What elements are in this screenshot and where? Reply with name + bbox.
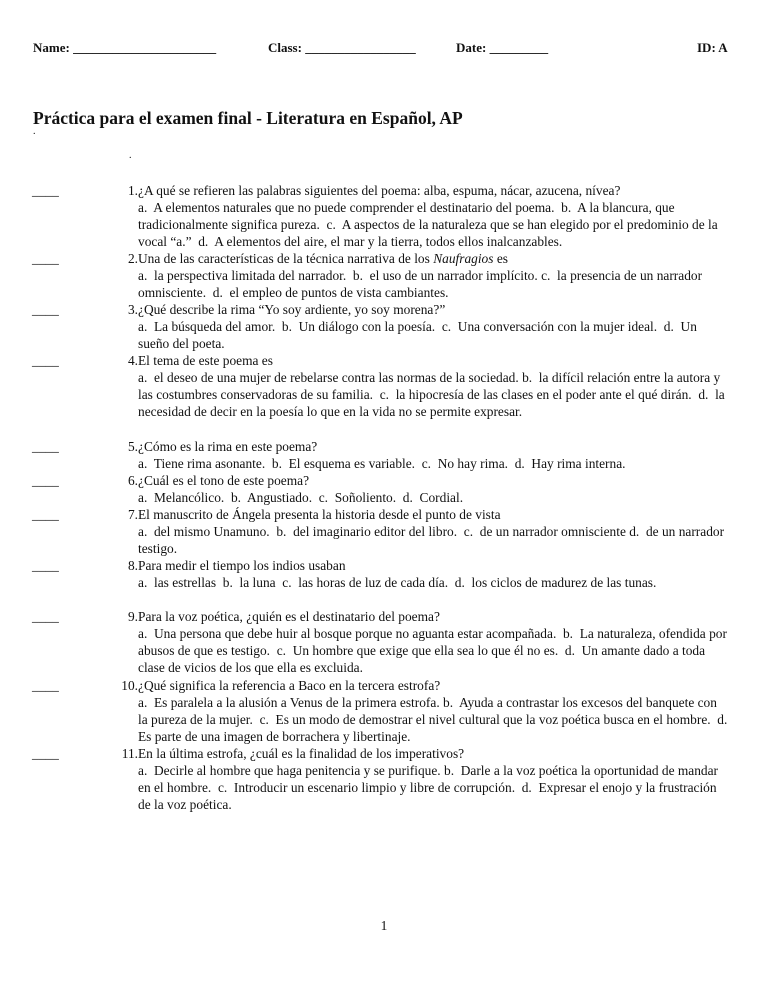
question-stem: Para la voz poética, ¿quién es el destinatario del poema? [138,609,440,624]
dot-mark: . [129,150,132,161]
class-field-label: Class: _________________ [268,40,416,55]
question-stem: ¿A qué se refieren las palabras siguientes del poema: alba, espuma, nácar, azucena, nívea? [138,183,621,198]
answer-blank[interactable]: ____ [32,507,59,522]
date-field-label: Date: _________ [456,40,549,55]
question-stem: El manuscrito de Ángela presenta la historia desde el punto de vista [138,507,501,522]
question-stem: El tema de este poema es [138,353,273,368]
question-item [32,557,732,591]
question-stem: ¿Qué describe la rima “Yo soy ardiente, yo soy morena?” [138,302,446,317]
question-number: 6. [127,473,138,488]
question-number: 8. [127,558,138,573]
answer-options: a. del mismo Unamuno. b. del imaginario editor del libro. c. de un narrador omnisciente d. de un narrador testigo. [138,524,728,556]
answer-blank[interactable]: ____ [32,678,59,693]
name-field-label: Name: ______________________ [33,40,217,55]
question-item [32,352,732,420]
question-number: 9. [127,609,138,624]
answer-blank[interactable]: ____ [32,609,59,624]
answer-options: a. Tiene rima asonante. b. El esquema es variable. c. No hay rima. d. Hay rima interna. [138,456,626,471]
question-stem: ¿Cuál es el tono de este poema? [138,473,310,488]
question-stem: En la última estrofa, ¿cuál es la finalidad de los imperativos? [138,746,465,761]
answer-blank[interactable]: ____ [32,558,59,573]
answer-options: a. Melancólico. b. Angustiado. c. Soñoliento. d. Cordial. [138,490,464,505]
question-number: 1. [127,183,138,198]
answer-blank[interactable]: ____ [32,473,59,488]
question-item [32,677,735,745]
stem-text: Una de las características de la técnica narrativa de los [138,251,434,266]
page-title: Práctica para el examen final - Literatura en Español, AP [33,108,463,128]
question-stem: ¿Qué significa la referencia a Baco en la tercera estrofa? [138,678,441,693]
question-item [32,506,732,557]
answer-options: a. la perspectiva limitada del narrador. b. el uso de un narrador implícito. c. la presencia de un narrador omnisciente. d. el empleo de puntos de vista cambiantes. [138,268,706,300]
page-number: 1 [380,918,388,933]
question-number: 7. [127,507,138,522]
answer-options: a. el deseo de una mujer de rebelarse contra las normas de la sociedad. b. la difícil relación entre la autora y las costumbres conservadoras de su familia. c. la hipocresía de las clases en el poder ante el qué dirán. d. la necesidad de decir en la poesía lo que en la vida no se permite expresar. [138,370,729,419]
question-number: 2. [127,251,138,266]
stem-italic-title: Naufragios [433,251,494,266]
question-stem: ¿Cómo es la rima en este poema? [138,439,318,454]
stem-text: es [493,251,508,266]
question-number: 10. [121,678,138,693]
answer-options: a. La búsqueda del amor. b. Un diálogo con la poesía. c. Una conversación con la mujer ideal. d. Un sueño del poeta. [138,319,701,351]
id-label: ID: A [697,40,728,55]
answer-options: a. Es paralela a la alusión a Venus de la primera estrofa. b. Ayuda a contrastar los excesos del banquete con la pureza de la mujer. c. Es un modo de demostrar el nivel cultural que la voz poética busca en el hombre. d. Es parte de una imagen de borrachera y libertinaje. [138,695,735,744]
question-item [32,608,732,676]
answer-blank[interactable]: ____ [32,302,59,317]
answer-blank[interactable]: ____ [32,353,59,368]
answer-blank[interactable]: ____ [32,183,59,198]
question-item [32,301,732,352]
answer-options: a. Decirle al hombre que haga penitencia y se purifique. b. Darle a la voz poética la oportunidad de mandar en el hombre. c. Introducir un escenario limpio y libre de corrupción. d. Expresar el enojo y la frustración de la voz poética. [138,763,722,812]
question-stem [138,251,508,266]
answer-blank[interactable]: ____ [32,251,59,266]
question-number: 11. [121,746,138,761]
question-number: 5. [127,439,138,454]
question-stem: Para medir el tiempo los indios usaban [138,558,346,573]
question-item [32,182,732,250]
question-item [32,438,732,472]
answer-options: a. las estrellas b. la luna c. las horas de luz de cada día. d. los ciclos de madurez de las tunas. [138,575,657,590]
answer-blank[interactable]: ____ [32,439,59,454]
question-number: 4. [127,353,138,368]
answer-options: a. A elementos naturales que no puede comprender el destinatario del poema. b. A la blancura, que tradicionalmente significa pureza. c. A aspectos de la naturaleza que se han elegido por el predominio de la vocal “a.” d. A elementos del aire, el mar y la tierra, todos ellos inalcanzables. [138,200,722,249]
answer-blank[interactable]: ____ [32,746,59,761]
answer-options: a. Una persona que debe huir al bosque porque no aguanta estar acompañada. b. La naturaleza, ofendida por abusos de que es testigo. c. Un hombre que exige que ella sea lo que él no es. d. Un amante dado a toda clase de vicios de los que ella es excluida. [138,626,731,675]
question-number: 3. [127,302,138,317]
dot-mark: . [33,126,36,137]
question-item [32,472,732,506]
question-item [32,745,732,813]
question-item [32,250,732,301]
